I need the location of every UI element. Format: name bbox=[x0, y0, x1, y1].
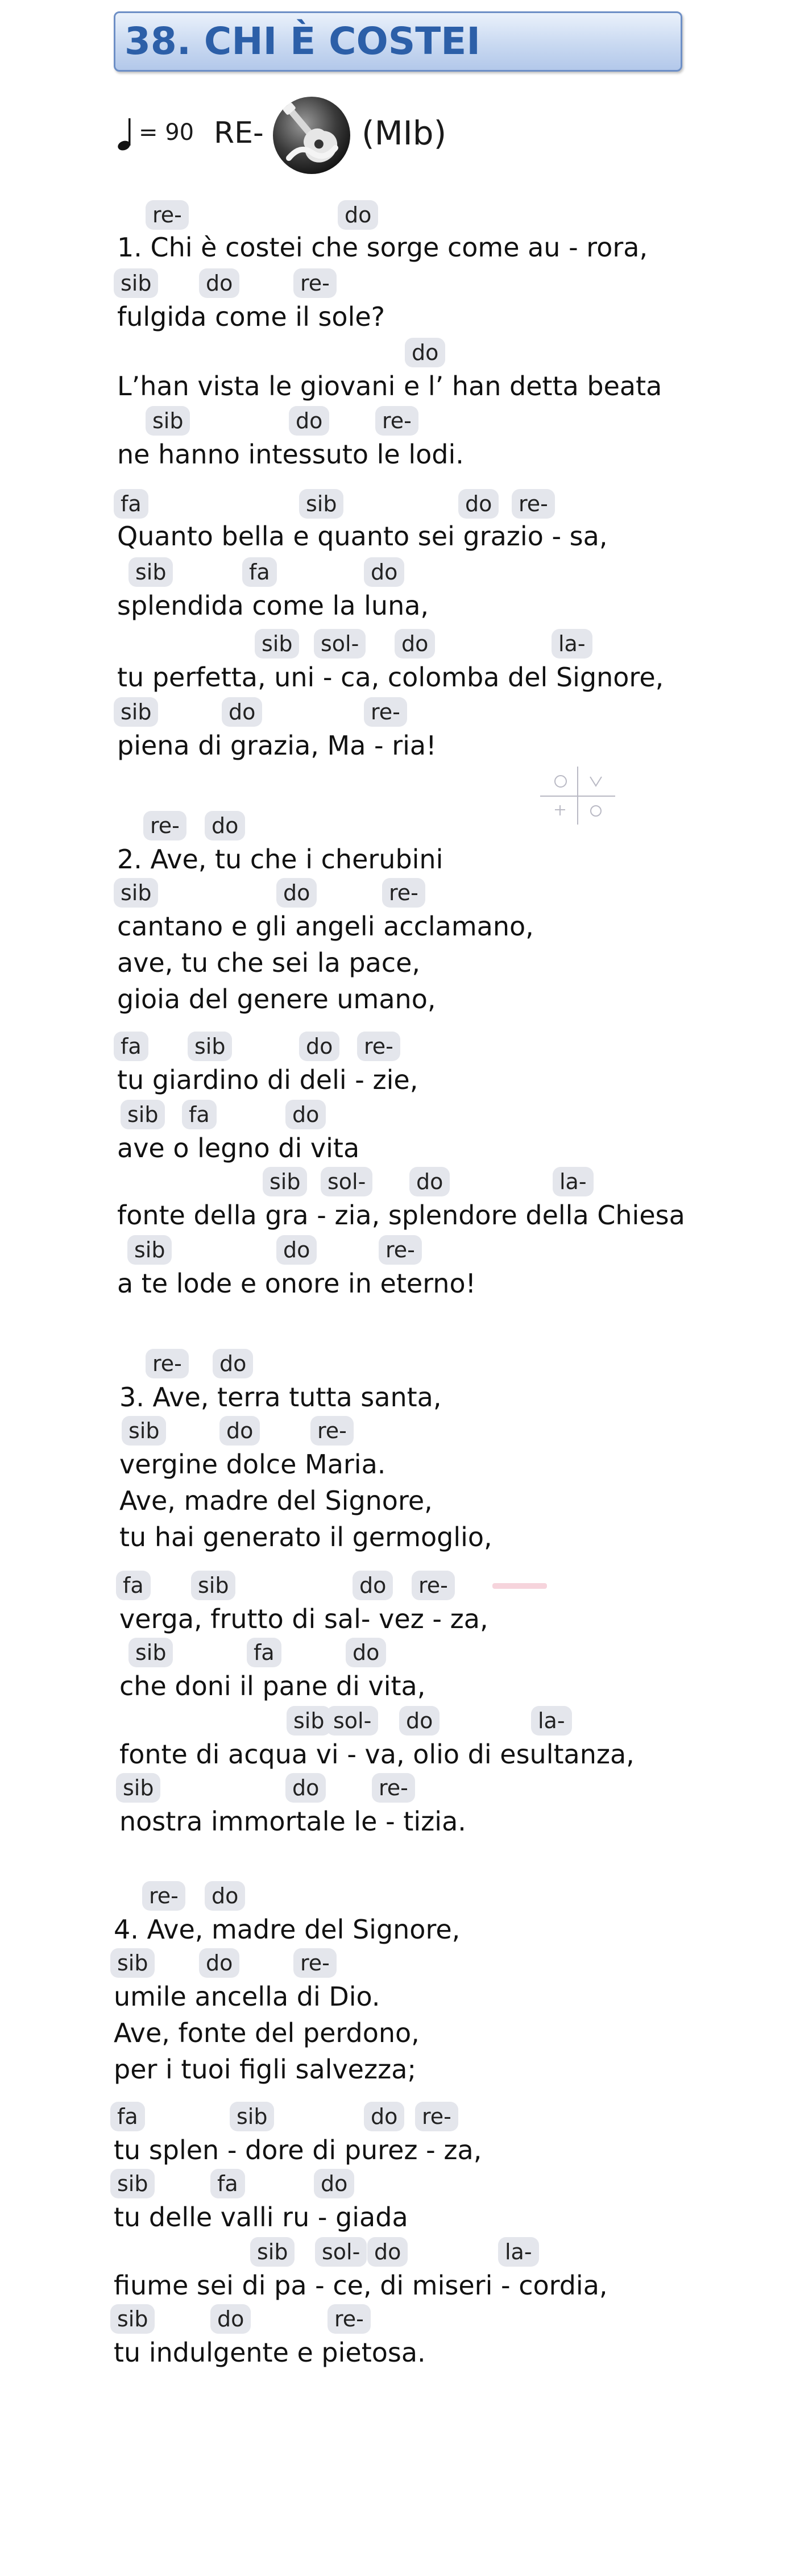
chord-label: la- bbox=[498, 2237, 539, 2267]
chord-label: sib bbox=[255, 629, 299, 659]
lyric-line: cantano e gli angeli acclamano, bbox=[117, 911, 534, 942]
chord-label: fa bbox=[210, 2169, 245, 2198]
chord-label: do bbox=[285, 1100, 326, 1129]
lyric-line: fulgida come il sole? bbox=[117, 301, 385, 332]
chord-label: sib bbox=[121, 1100, 165, 1129]
chord-label: do bbox=[276, 1235, 317, 1265]
alternate-key: (MIb) bbox=[362, 114, 447, 152]
chord-label: sol- bbox=[315, 2237, 367, 2267]
chord-label: re- bbox=[412, 1571, 455, 1600]
chord-label: re- bbox=[293, 1948, 337, 1978]
page-title: 38. CHI È COSTEI bbox=[125, 19, 480, 63]
lyric-line: fonte della gra - zia, splendore della Chiesa bbox=[117, 1200, 685, 1231]
chord-label: do bbox=[199, 1948, 239, 1978]
chord-label: sib bbox=[263, 1167, 307, 1196]
lyric-line: tu delle valli ru - giada bbox=[114, 2202, 408, 2233]
chord-label: re- bbox=[415, 2102, 458, 2131]
lyric-line: umile ancella di Dio. bbox=[114, 1981, 380, 2012]
lyric-line: L’han vista le giovani e l’ han detta beata bbox=[117, 371, 662, 401]
lyric-line: a te lode e onore in eterno! bbox=[117, 1268, 476, 1299]
chord-label: sib bbox=[299, 489, 343, 519]
chord-label: sol- bbox=[314, 629, 366, 659]
chord-label: sib bbox=[287, 1706, 331, 1736]
chord-label: re- bbox=[512, 489, 555, 519]
chord-label: do bbox=[338, 200, 378, 230]
chord-label: do bbox=[213, 1349, 253, 1378]
tempo-marking: = 90 bbox=[139, 119, 194, 146]
chord-label: sib bbox=[110, 1948, 155, 1978]
chord-label: sib bbox=[127, 1235, 172, 1265]
chord-label: sib bbox=[114, 878, 158, 908]
pencil-sketch bbox=[538, 764, 617, 827]
chord-label: sib bbox=[116, 1773, 160, 1803]
chord-label: do bbox=[364, 557, 404, 587]
lyric-line: splendida come la luna, bbox=[117, 590, 429, 621]
lyric-line: Ave, fonte del perdono, bbox=[114, 2018, 420, 2048]
lyric-line: ave, tu che sei la pace, bbox=[117, 947, 420, 978]
chord-label: do bbox=[405, 338, 445, 367]
chord-label: re- bbox=[357, 1032, 400, 1061]
chord-label: sib bbox=[128, 1638, 173, 1667]
chord-label: sib bbox=[114, 697, 158, 727]
chord-label: re- bbox=[382, 878, 425, 908]
lyric-line: fiume sei di pa - ce, di miseri - cordia, bbox=[114, 2270, 608, 2301]
chord-label: re- bbox=[375, 406, 418, 436]
chord-label: sib bbox=[250, 2237, 295, 2267]
lyric-line: vergine dolce Maria. bbox=[119, 1449, 386, 1480]
chord-label: fa bbox=[110, 2102, 145, 2131]
chord-label: sib bbox=[110, 2169, 155, 2198]
chord-label: do bbox=[205, 1881, 245, 1911]
chord-label: do bbox=[222, 697, 262, 727]
chord-label: do bbox=[219, 1416, 260, 1446]
chord-label: re- bbox=[372, 1773, 415, 1803]
chord-label: fa bbox=[116, 1571, 151, 1600]
chord-label: sib bbox=[122, 1416, 166, 1446]
chord-label: do bbox=[205, 811, 245, 840]
chord-label: fa bbox=[242, 557, 277, 587]
chord-label: re- bbox=[146, 1349, 189, 1378]
lyric-line: 3. Ave, terra tutta santa, bbox=[119, 1382, 442, 1413]
lyric-line: tu giardino di deli - zie, bbox=[117, 1065, 418, 1095]
chord-label: sib bbox=[110, 2304, 155, 2334]
chord-label: do bbox=[458, 489, 499, 519]
chord-label: do bbox=[199, 268, 239, 298]
lyric-line: ave o legno di vita bbox=[117, 1133, 360, 1163]
lyric-line: Ave, madre del Signore, bbox=[119, 1485, 433, 1516]
chord-label: sol- bbox=[326, 1706, 378, 1736]
chord-label: re- bbox=[364, 697, 407, 727]
chord-label: fa bbox=[182, 1100, 217, 1129]
chord-label: sib bbox=[230, 2102, 274, 2131]
chord-label: sib bbox=[191, 1571, 235, 1600]
lyric-line: piena di grazia, Ma - ria! bbox=[117, 730, 437, 761]
chord-label: fa bbox=[247, 1638, 281, 1667]
chord-label: fa bbox=[114, 1032, 148, 1061]
lyric-line: 2. Ave, tu che i cherubini bbox=[117, 844, 443, 875]
chord-label: do bbox=[364, 2102, 404, 2131]
lyric-line: che doni il pane di vita, bbox=[119, 1671, 426, 1701]
chord-label: fa bbox=[114, 489, 148, 519]
lyric-line: verga, frutto di sal- vez - za, bbox=[119, 1604, 488, 1634]
lyric-line: fonte di acqua vi - va, olio di esultanza, bbox=[119, 1739, 635, 1770]
lyric-line: tu splen - dore di purez - za, bbox=[114, 2135, 482, 2165]
chord-label: la- bbox=[552, 629, 592, 659]
chord-label: re- bbox=[310, 1416, 354, 1446]
lyric-line: Quanto bella e quanto sei grazio - sa, bbox=[117, 521, 608, 552]
chord-label: re- bbox=[327, 2304, 371, 2334]
lyric-line: tu hai generato il germoglio, bbox=[119, 1522, 492, 1552]
chord-label: re- bbox=[143, 811, 186, 840]
chord-label: do bbox=[276, 878, 317, 908]
chord-label: re- bbox=[142, 1881, 185, 1911]
lyric-line: gioia del genere umano, bbox=[117, 984, 436, 1014]
lyric-line: tu indulgente e pietosa. bbox=[114, 2337, 426, 2368]
chord-label: do bbox=[367, 2237, 408, 2267]
chord-label: sib bbox=[128, 557, 173, 587]
lyric-line: ne hanno intessuto le lodi. bbox=[117, 439, 464, 470]
chord-label: sib bbox=[146, 406, 190, 436]
pink-mark bbox=[492, 1583, 547, 1589]
lyric-line: tu perfetta, uni - ca, colomba del Signore, bbox=[117, 662, 664, 693]
chord-label: re- bbox=[146, 200, 189, 230]
chord-label: sib bbox=[114, 268, 158, 298]
chord-label: la- bbox=[531, 1706, 572, 1736]
chord-label: re- bbox=[293, 268, 337, 298]
chord-label: do bbox=[346, 1638, 386, 1667]
chord-label: sib bbox=[188, 1032, 232, 1061]
lyric-line: 1. Chi è costei che sorge come au - rora, bbox=[117, 232, 648, 263]
chord-label: do bbox=[409, 1167, 450, 1196]
lyric-line: 4. Ave, madre del Signore, bbox=[114, 1914, 461, 1945]
chord-label: do bbox=[314, 2169, 354, 2198]
chord-label: do bbox=[210, 2304, 251, 2334]
chord-label: do bbox=[289, 406, 329, 436]
chord-label: do bbox=[399, 1706, 440, 1736]
lyric-line: nostra immortale le - tizia. bbox=[119, 1806, 466, 1837]
key-signature: RE- bbox=[214, 116, 264, 150]
chord-label: do bbox=[285, 1773, 326, 1803]
chord-label: do bbox=[353, 1571, 393, 1600]
chord-label: do bbox=[299, 1032, 339, 1061]
chord-label: sol- bbox=[321, 1167, 372, 1196]
chord-label: re- bbox=[379, 1235, 422, 1265]
chord-label: la- bbox=[553, 1167, 594, 1196]
chord-label: do bbox=[395, 629, 435, 659]
lyric-line: per i tuoi figli salvezza; bbox=[114, 2054, 416, 2085]
